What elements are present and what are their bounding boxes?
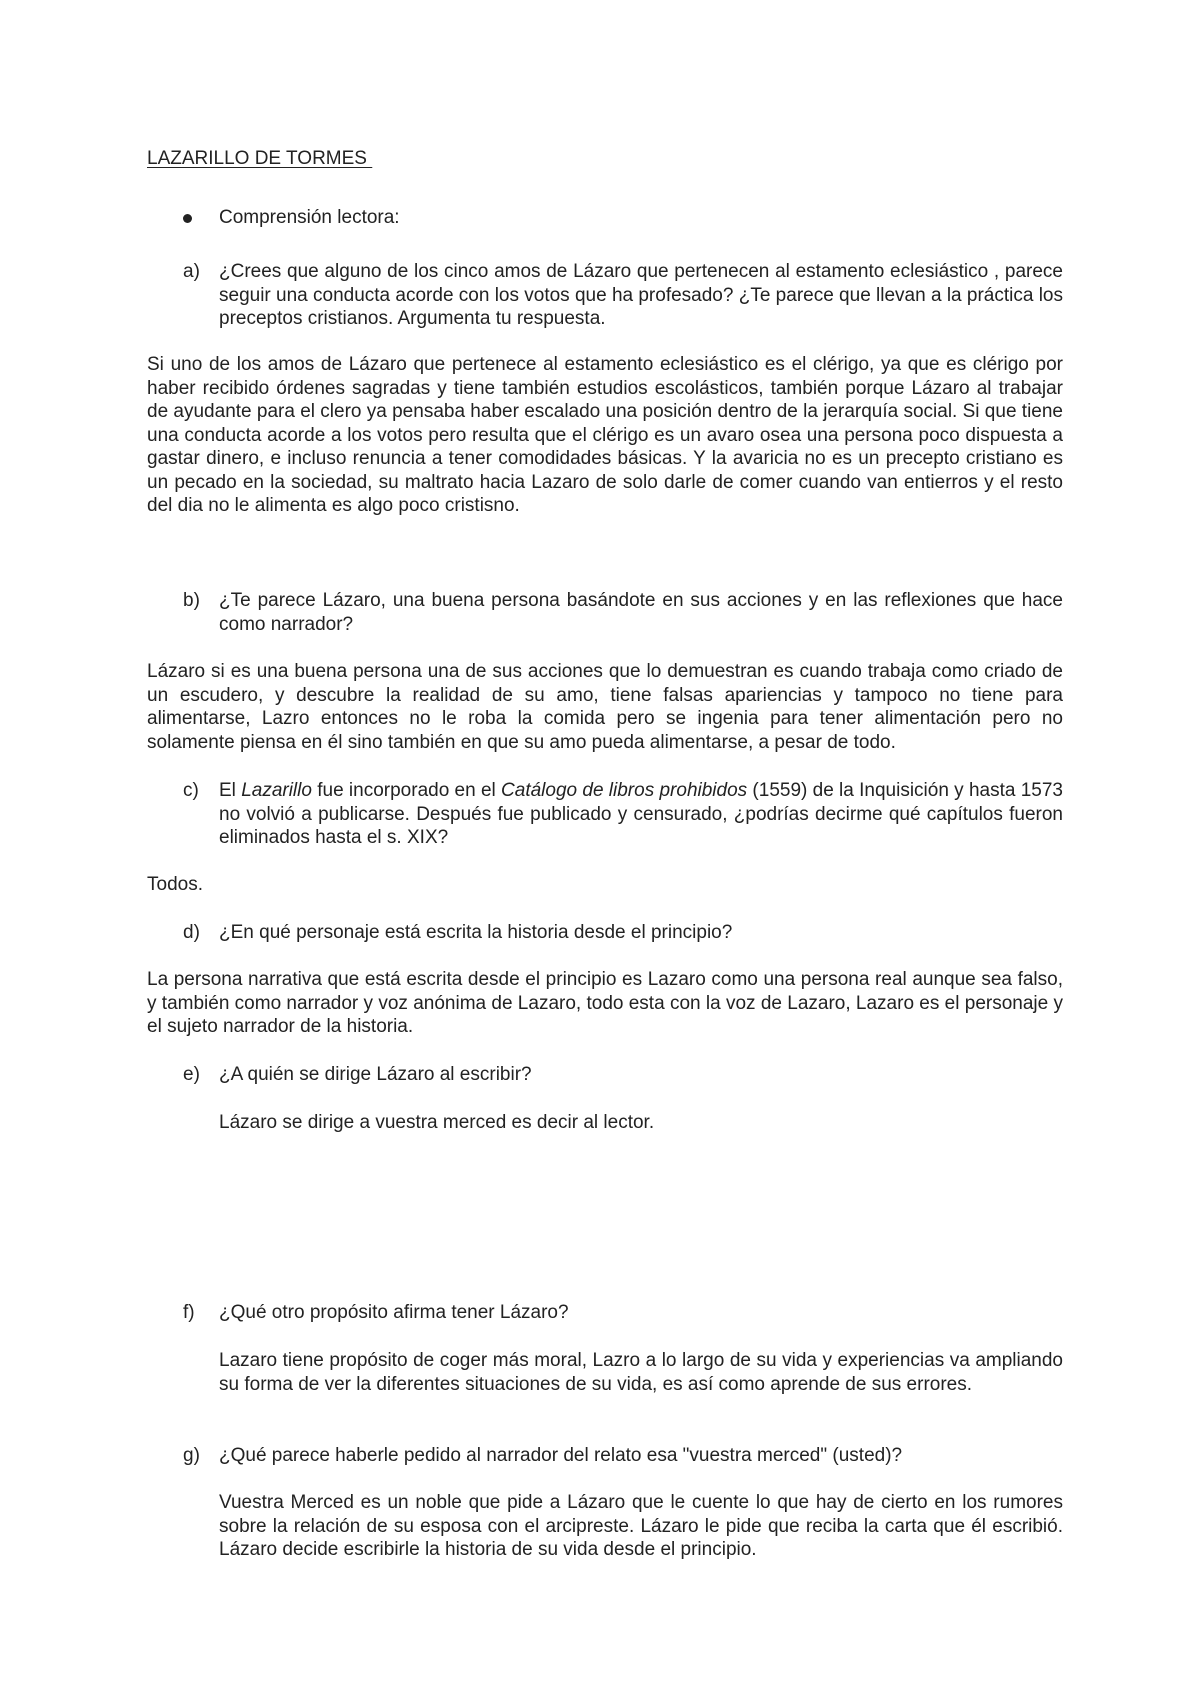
- question-marker: g): [183, 1445, 200, 1466]
- question-text-part: (1559) de la Inquisición y hasta 1573 no volvió a publicarse. Después fue publicado y censurado, ¿podrías decirme qué capítulos fueron eliminados hasta el s. XIX?: [219, 780, 1063, 848]
- question-text: ¿Te parece Lázaro, una buena persona basándote en sus acciones y en las reflexiones que hace como narrador?: [219, 590, 1063, 635]
- question-text: ¿Qué parece haberle pedido al narrador del relato esa "vuestra merced" (usted)?: [219, 1445, 903, 1466]
- answer-b: Lázaro si es una buena persona una de sus acciones que lo demuestran es cuando trabaja como criado de un escudero, y descubre la realidad de su amo, tiene falsas apariencias y tampoco no tiene para alimentarse, Lazro entonces no le roba la comida pero se ingenia para tener alimentación pero no solamente piensa en él sino también en que su amo pueda alimentarse, a pesar de todo.: [147, 661, 1063, 753]
- question-marker: c): [183, 780, 199, 801]
- question-text-part: fue incorporado en el: [311, 780, 502, 801]
- question-text-part: El: [219, 780, 242, 801]
- question-d: [183, 921, 1063, 945]
- question-g: [183, 1444, 1063, 1468]
- question-f: [183, 1301, 1063, 1325]
- catalog-title: Catálogo de libros prohibidos: [501, 780, 748, 801]
- question-marker: f): [183, 1302, 195, 1323]
- question-e: [183, 1063, 1063, 1087]
- answer-f: Lazaro tiene propósito de coger más moral, Lazro a lo largo de su vida y experiencias va ampliando su forma de ver la diferentes situaciones de su vida, es así como aprende de sus errores.: [219, 1350, 1063, 1395]
- section-label: Comprensión lectora:: [219, 207, 400, 228]
- question-text: [219, 779, 1063, 850]
- document-title: LAZARILLO DE TORMES: [147, 148, 373, 169]
- question-marker: e): [183, 1064, 200, 1085]
- question-text: ¿Crees que alguno de los cinco amos de Lázaro que pertenecen al estamento eclesiástico , parece seguir una conducta acorde con los votos que ha profesado? ¿Te parece que llevan a la práctica los preceptos cristianos. Argumenta tu respuesta.: [219, 261, 1063, 329]
- answer-e: Lázaro se dirige a vuestra merced es decir al lector.: [219, 1112, 655, 1133]
- answer-g: Vuestra Merced es un noble que pide a Lázaro que le cuente lo que hay de cierto en los rumores sobre la relación de su esposa con el arcipreste. Lázaro le pide que reciba la carta que él escribió. Lázaro decide escribirle la historia de su vida desde el principio.: [219, 1492, 1063, 1560]
- answer-a: Si uno de los amos de Lázaro que pertenece al estamento eclesiástico es el clérigo, ya que es clérigo por haber recibido órdenes sagradas y tiene también estudios escolásticos, también porque Lázaro al trabajar de ayudante para el clero ya pensaba haber escalado una posición dentro de la jerarquía social. Si que tiene una conducta acorde a los votos pero resulta que el clérigo es un avaro osea una persona poco dispuesta a gastar dinero, e incluso renuncia a tener comodidades básicas. Y la avaricia no es un precepto cristiano es un pecado en la sociedad, su maltrato hacia Lazaro de solo darle de comer cuando van entierros y el resto del dia no le alimenta es algo poco cristisno.: [147, 354, 1063, 516]
- book-title-lazarillo: Lazarillo: [241, 780, 312, 801]
- question-b: [183, 589, 1063, 636]
- question-marker: b): [183, 590, 200, 611]
- bullet-dot-icon: [183, 214, 192, 223]
- answer-d: La persona narrativa que está escrita desde el principio es Lazaro como una persona real aunque sea falso, y también como narrador y voz anónima de Lazaro, todo esta con la voz de Lazaro, Lazaro es el personaje y el sujeto narrador de la historia.: [147, 969, 1063, 1037]
- question-a: [183, 260, 1063, 331]
- question-c: [183, 779, 1063, 850]
- question-text: ¿En qué personaje está escrita la historia desde el principio?: [219, 922, 733, 943]
- question-text: ¿A quién se dirige Lázaro al escribir?: [219, 1064, 532, 1085]
- question-marker: d): [183, 922, 200, 943]
- question-marker: a): [183, 261, 200, 282]
- question-text: ¿Qué otro propósito afirma tener Lázaro?: [219, 1302, 569, 1323]
- answer-c: Todos.: [147, 874, 203, 895]
